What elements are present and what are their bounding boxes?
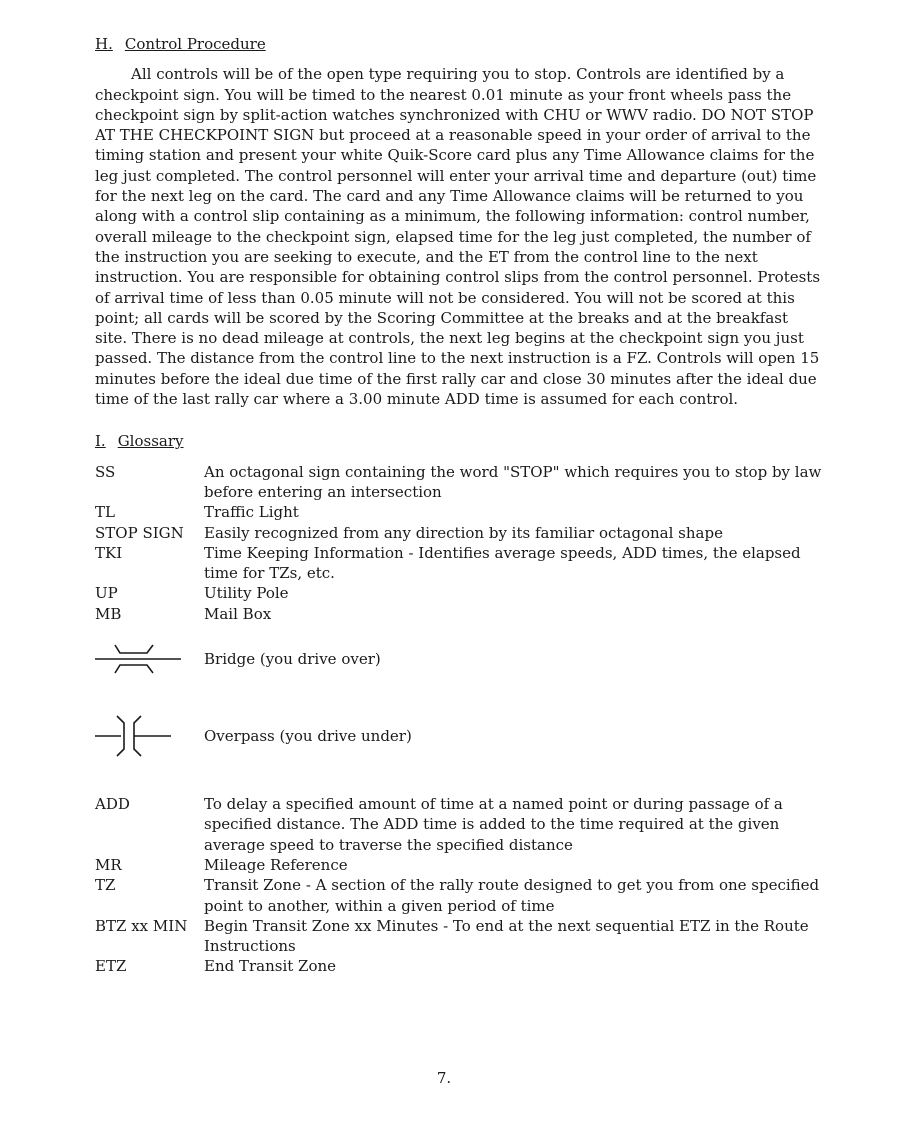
glossary-definition: Begin Transit Zone xx Minutes - To end at the next sequential ETZ in the Route Instructions bbox=[204, 916, 809, 956]
glossary-term: BTZ xx MIN bbox=[95, 916, 188, 935]
glossary-term: SS bbox=[95, 462, 116, 481]
glossary-entry bbox=[95, 523, 823, 543]
bridge-symbol-icon bbox=[95, 644, 204, 674]
glossary-entry bbox=[95, 794, 823, 855]
glossary-term: UP bbox=[95, 584, 118, 603]
glossary-entry bbox=[95, 462, 823, 503]
glossary-definition: Utility Pole bbox=[204, 584, 289, 603]
glossary-term: ADD bbox=[95, 795, 130, 814]
glossary-definition: Transit Zone - A section of the rally route designed to get you from one specified point to another, within a given period of time bbox=[204, 876, 820, 915]
glossary-term: STOP SIGN bbox=[95, 523, 184, 542]
section-i-letter: I. bbox=[95, 432, 106, 451]
glossary-definition: Traffic Light bbox=[204, 503, 299, 522]
section-i-title: Glossary bbox=[117, 432, 184, 451]
glossary-entry bbox=[95, 543, 823, 584]
glossary-entry bbox=[95, 604, 823, 624]
section-i-heading bbox=[95, 431, 823, 451]
glossary-definition: Overpass (you drive under) bbox=[204, 726, 412, 745]
glossary-definition: To delay a specified amount of time at a named point or during passage of a specified distance. The ADD time is added to the time required at the given average speed to traverse the specified distance bbox=[204, 795, 783, 854]
glossary-list bbox=[95, 462, 823, 977]
glossary-term: ETZ bbox=[95, 957, 127, 976]
glossary-entry bbox=[95, 916, 823, 957]
glossary-entry bbox=[95, 875, 823, 916]
glossary-term: TZ bbox=[95, 876, 116, 895]
glossary-definition: Mail Box bbox=[204, 604, 272, 623]
glossary-term: MB bbox=[95, 604, 122, 623]
glossary-symbol-entry bbox=[95, 714, 823, 758]
section-h-letter: H. bbox=[95, 35, 113, 53]
glossary-definition: Mileage Reference bbox=[204, 855, 348, 874]
glossary-entry bbox=[95, 583, 823, 603]
glossary-term: MR bbox=[95, 855, 122, 874]
glossary-entry bbox=[95, 956, 823, 976]
page-number: 7. bbox=[436, 1069, 452, 1087]
glossary-entry bbox=[95, 502, 823, 522]
glossary-definition: An octagonal sign containing the word "STOP" which requires you to stop by law before entering an intersection bbox=[204, 462, 822, 501]
glossary-term: TL bbox=[95, 503, 115, 522]
glossary-definition: Bridge (you drive over) bbox=[204, 649, 381, 668]
glossary-definition: Time Keeping Information - Identifies average speeds, ADD times, the elapsed time for TZs, etc. bbox=[204, 543, 801, 583]
control-procedure-paragraph: All controls will be of the open type requiring you to stop. Controls are identified by a checkpoint sign. You will be timed to the nearest 0.01 minute as your front wheels pass the checkpoint sign by split-action watches synchronized with CHU or WWV radio. DO NOT STOP AT THE CHECKPOINT SIGN but proceed at a reasonable speed in your order of arrival to the timing station and present your white Quik-Score card plus any Time Allowance claims for the leg just completed. The control personnel will enter your arrival time and departure (out) time for the next leg on the card. The card and any Time Allowance claims will be returned to you along with a control slip containing as a minimum, the following information: control number, overall mileage to the checkpoint sign, elapsed time for the leg just completed, the number of the instruction you are seeking to execute, and the ET from the control line to the next instruction. You are responsible for obtaining control slips from the control personnel. Protests of arrival time of less than 0.05 minute will not be considered. You will not be scored at this point; all cards will be scored by the Scoring Committee at the breaks and at the breakfast site. There is no dead mileage at controls, the next leg begins at the checkpoint sign you just passed. The distance from the control line to the next instruction is a FZ. Controls will open 15 minutes before the ideal due time of the first rally car and close 30 minutes after the ideal due time of the last rally car where a 3.00 minute ADD time is assumed for each control. bbox=[95, 65, 821, 409]
glossary-entry bbox=[95, 855, 823, 875]
glossary-term: TKI bbox=[95, 543, 123, 562]
document-page bbox=[95, 34, 823, 977]
glossary-symbol-entry bbox=[95, 644, 823, 674]
glossary-definition: Easily recognized from any direction by its familiar octagonal shape bbox=[204, 523, 723, 542]
overpass-symbol-icon bbox=[95, 714, 204, 758]
section-h-title: Control Procedure bbox=[124, 35, 266, 53]
glossary-definition: End Transit Zone bbox=[204, 957, 337, 976]
section-h-heading bbox=[95, 34, 823, 54]
